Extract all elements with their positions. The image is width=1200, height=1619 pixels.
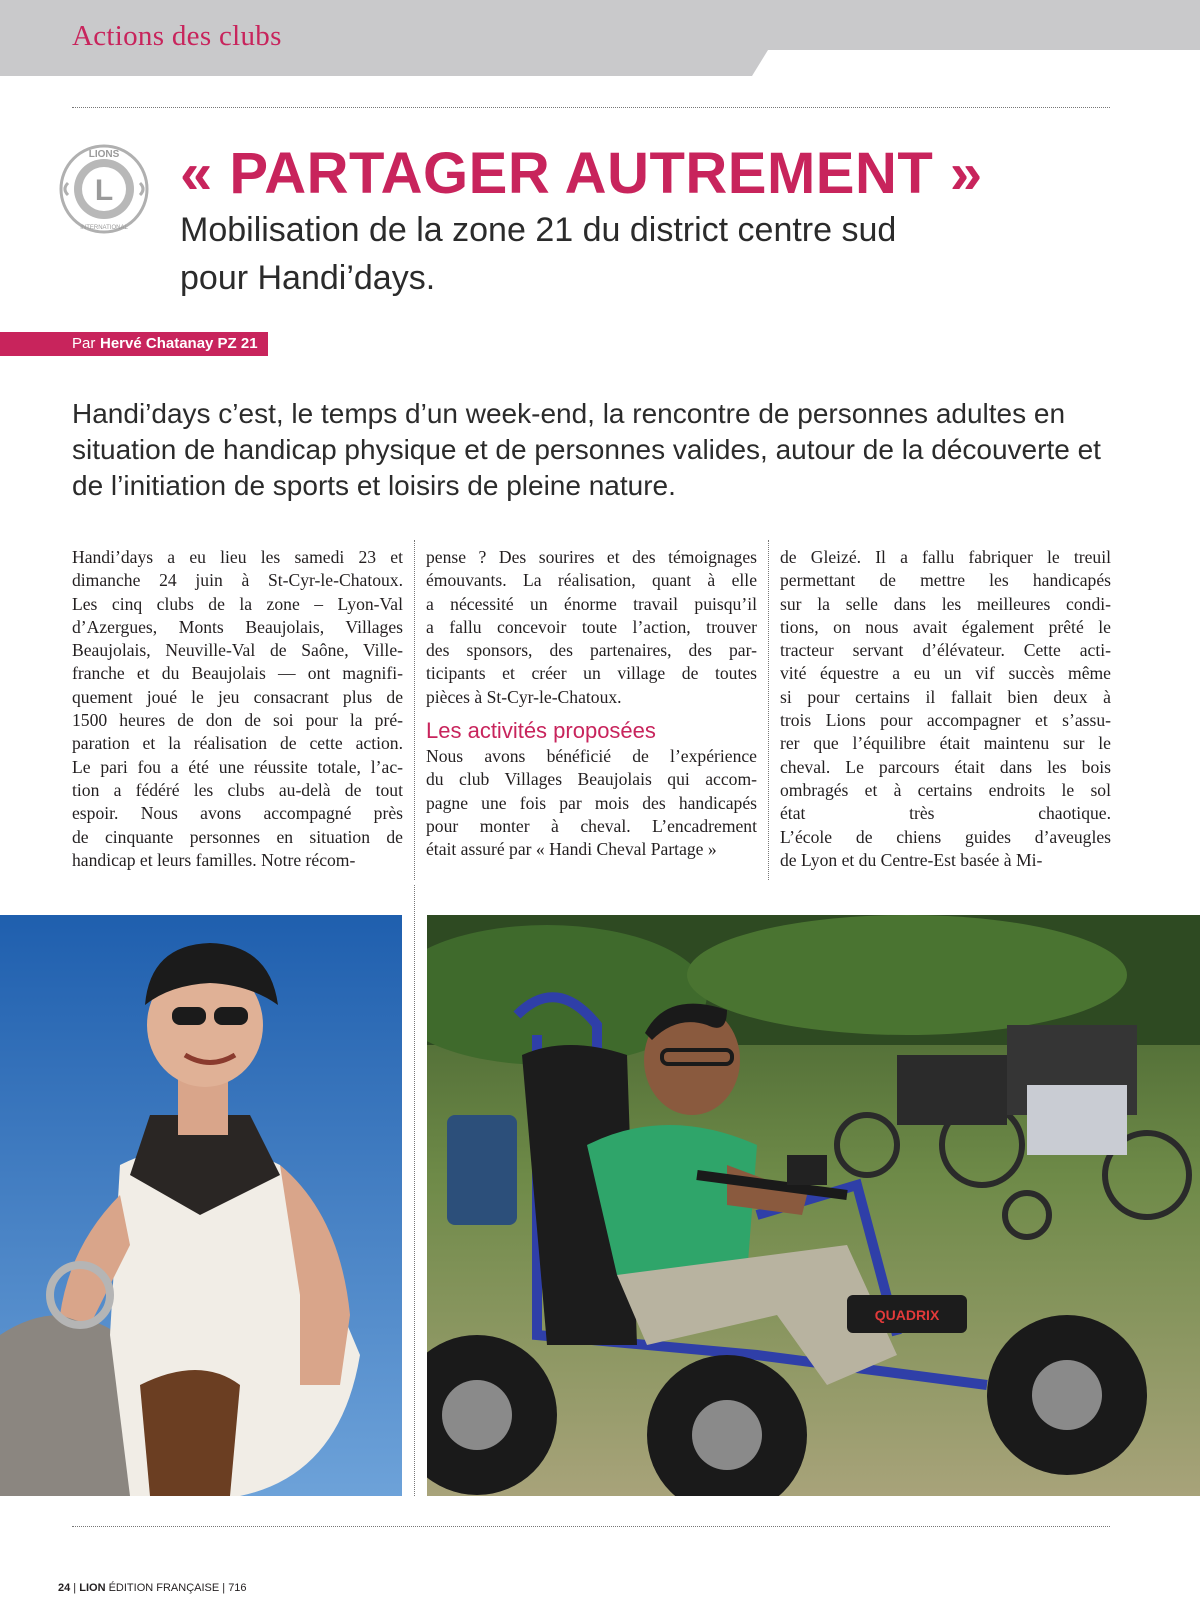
page-number: 24 (58, 1582, 71, 1594)
photo-quadrix-wheelchair (427, 915, 1200, 1496)
text-line: si pour certains il fallait bien deux à (780, 686, 1111, 707)
page-footer: 24 | LION ÉDITION FRANÇAISE | 716 (58, 1582, 247, 1594)
text-line: trois Lions pour accompagner et s’assu- (780, 710, 1111, 731)
section-label: Actions des clubs (72, 20, 282, 52)
text-line: quement joué le jeu consacrant plus de (72, 686, 403, 707)
text-line: permettant de mettre les handicapés (780, 570, 1111, 591)
text-line: des sponsors, des partenaires, des par- (426, 640, 757, 661)
text-line: paration et la réalisation de cette action. (72, 733, 403, 754)
text-line: espoir. Nous avons accompagné près (72, 803, 403, 824)
text-line: ombragés et à certains endroits le sol (780, 779, 1111, 800)
photo-rider (0, 915, 402, 1496)
text-line: pour monter à cheval. L’encadrement (426, 815, 757, 836)
article-column-1 (72, 546, 403, 872)
text-line: L’école de chiens guides d’aveugles (780, 826, 1111, 847)
article-subtitle: Mobilisation de la zone 21 du district centre sud pour Handi’days. (180, 211, 897, 297)
svg-text:L: L (94, 174, 114, 207)
text-line: sur la selle dans les meilleures condi- (780, 593, 1111, 614)
text-line: a nécessité un énorme travail puisqu’il (426, 593, 757, 614)
text-line: dimanche 24 juin à St-Cyr-le-Chatoux. (72, 570, 403, 591)
quadrix-label: QUADRIX (874, 1307, 940, 1323)
edition-label: ÉDITION FRANÇAISE (108, 1582, 220, 1594)
byline-author: Hervé Chatanay PZ 21 (100, 335, 258, 352)
svg-text:INTERNATIONAL: INTERNATIONAL (80, 225, 128, 231)
text-line: Le pari fou a été une réussite totale, l’ac- (72, 756, 403, 777)
svg-text:LIONS: LIONS (88, 149, 120, 160)
article-column-3 (780, 546, 1111, 872)
header-divider (72, 107, 1110, 108)
text-line: cheval. Le parcours était dans les bois (780, 756, 1111, 777)
text-line: vité équestre a eu un vif succès même (780, 663, 1111, 684)
text-line: Les cinq clubs de la zone – Lyon-Val (72, 593, 403, 614)
text-line: émouvants. La réalisation, quant à elle (426, 570, 757, 591)
text-line: pense ? Des sourires et des témoignages (426, 547, 757, 567)
text-line: Nous avons bénéficié de l’expérience (426, 746, 757, 767)
text-line: ticipants et créer un village de toutes (426, 663, 757, 684)
text-line: du club Villages Beaujolais qui accom- (426, 769, 757, 790)
text-line: franche et du Beaujolais — ont magnifi- (72, 663, 403, 684)
text-line: handicap et leurs familles. Notre récom- (72, 849, 356, 870)
text-line: tions, on nous avait également prêté le (780, 616, 1111, 637)
byline-prefix: Par (72, 335, 96, 352)
text-line: a fallu concevoir toute l’action, trouver (426, 616, 757, 637)
magazine-name: LION (79, 1582, 106, 1594)
text-line: de cinquante personnes en situation de (72, 826, 403, 847)
text-line: état très chaotique. (780, 803, 1111, 824)
text-line: d’Azergues, Monts Beaujolais, Villages (72, 616, 403, 637)
text-line: de Lyon et du Centre-Est basée à Mi- (780, 849, 1043, 870)
section-subheading: Les activités proposées (426, 718, 656, 744)
text-line: pièces à St-Cyr-le-Chatoux. (426, 686, 622, 707)
footer-divider (72, 1526, 1110, 1527)
text-line: tracteur servant d’élévateur. Cette acti- (780, 640, 1111, 661)
lions-logo (58, 143, 150, 235)
text-line: tion a fédéré les clubs au-delà de tout (72, 779, 403, 800)
photo-divider (414, 885, 415, 1496)
text-line: rer que l’équilibre était maintenu sur le (780, 733, 1111, 754)
text-line: de Gleizé. Il a fallu fabriquer le treuil (780, 547, 1111, 567)
article-intro: Handi’days c’est, le temps d’un week-end, la rencontre de personnes adultes en situation de handicap physique et de personnes valides, autour de la découverte et de l’initiation de sports et loisirs de pleine nature. (72, 398, 1101, 501)
section-header-bar (0, 0, 1200, 76)
issue-number: 716 (228, 1582, 247, 1594)
column-divider (414, 540, 415, 880)
column-divider (768, 540, 769, 880)
text-line: était assuré par « Handi Cheval Partage » (426, 839, 717, 860)
article-title: « PARTAGER AUTREMENT » (180, 141, 983, 206)
text-line: pagne une fois par mois des handicapés (426, 792, 757, 813)
article-column-2 (426, 546, 757, 862)
text-line: 1500 heures de don de soi pour la pré- (72, 710, 403, 731)
text-line: Handi’days a eu lieu les samedi 23 et (72, 547, 403, 567)
byline-bar (0, 332, 268, 356)
text-line: Beaujolais, Neuville-Val de Saône, Ville- (72, 640, 403, 661)
